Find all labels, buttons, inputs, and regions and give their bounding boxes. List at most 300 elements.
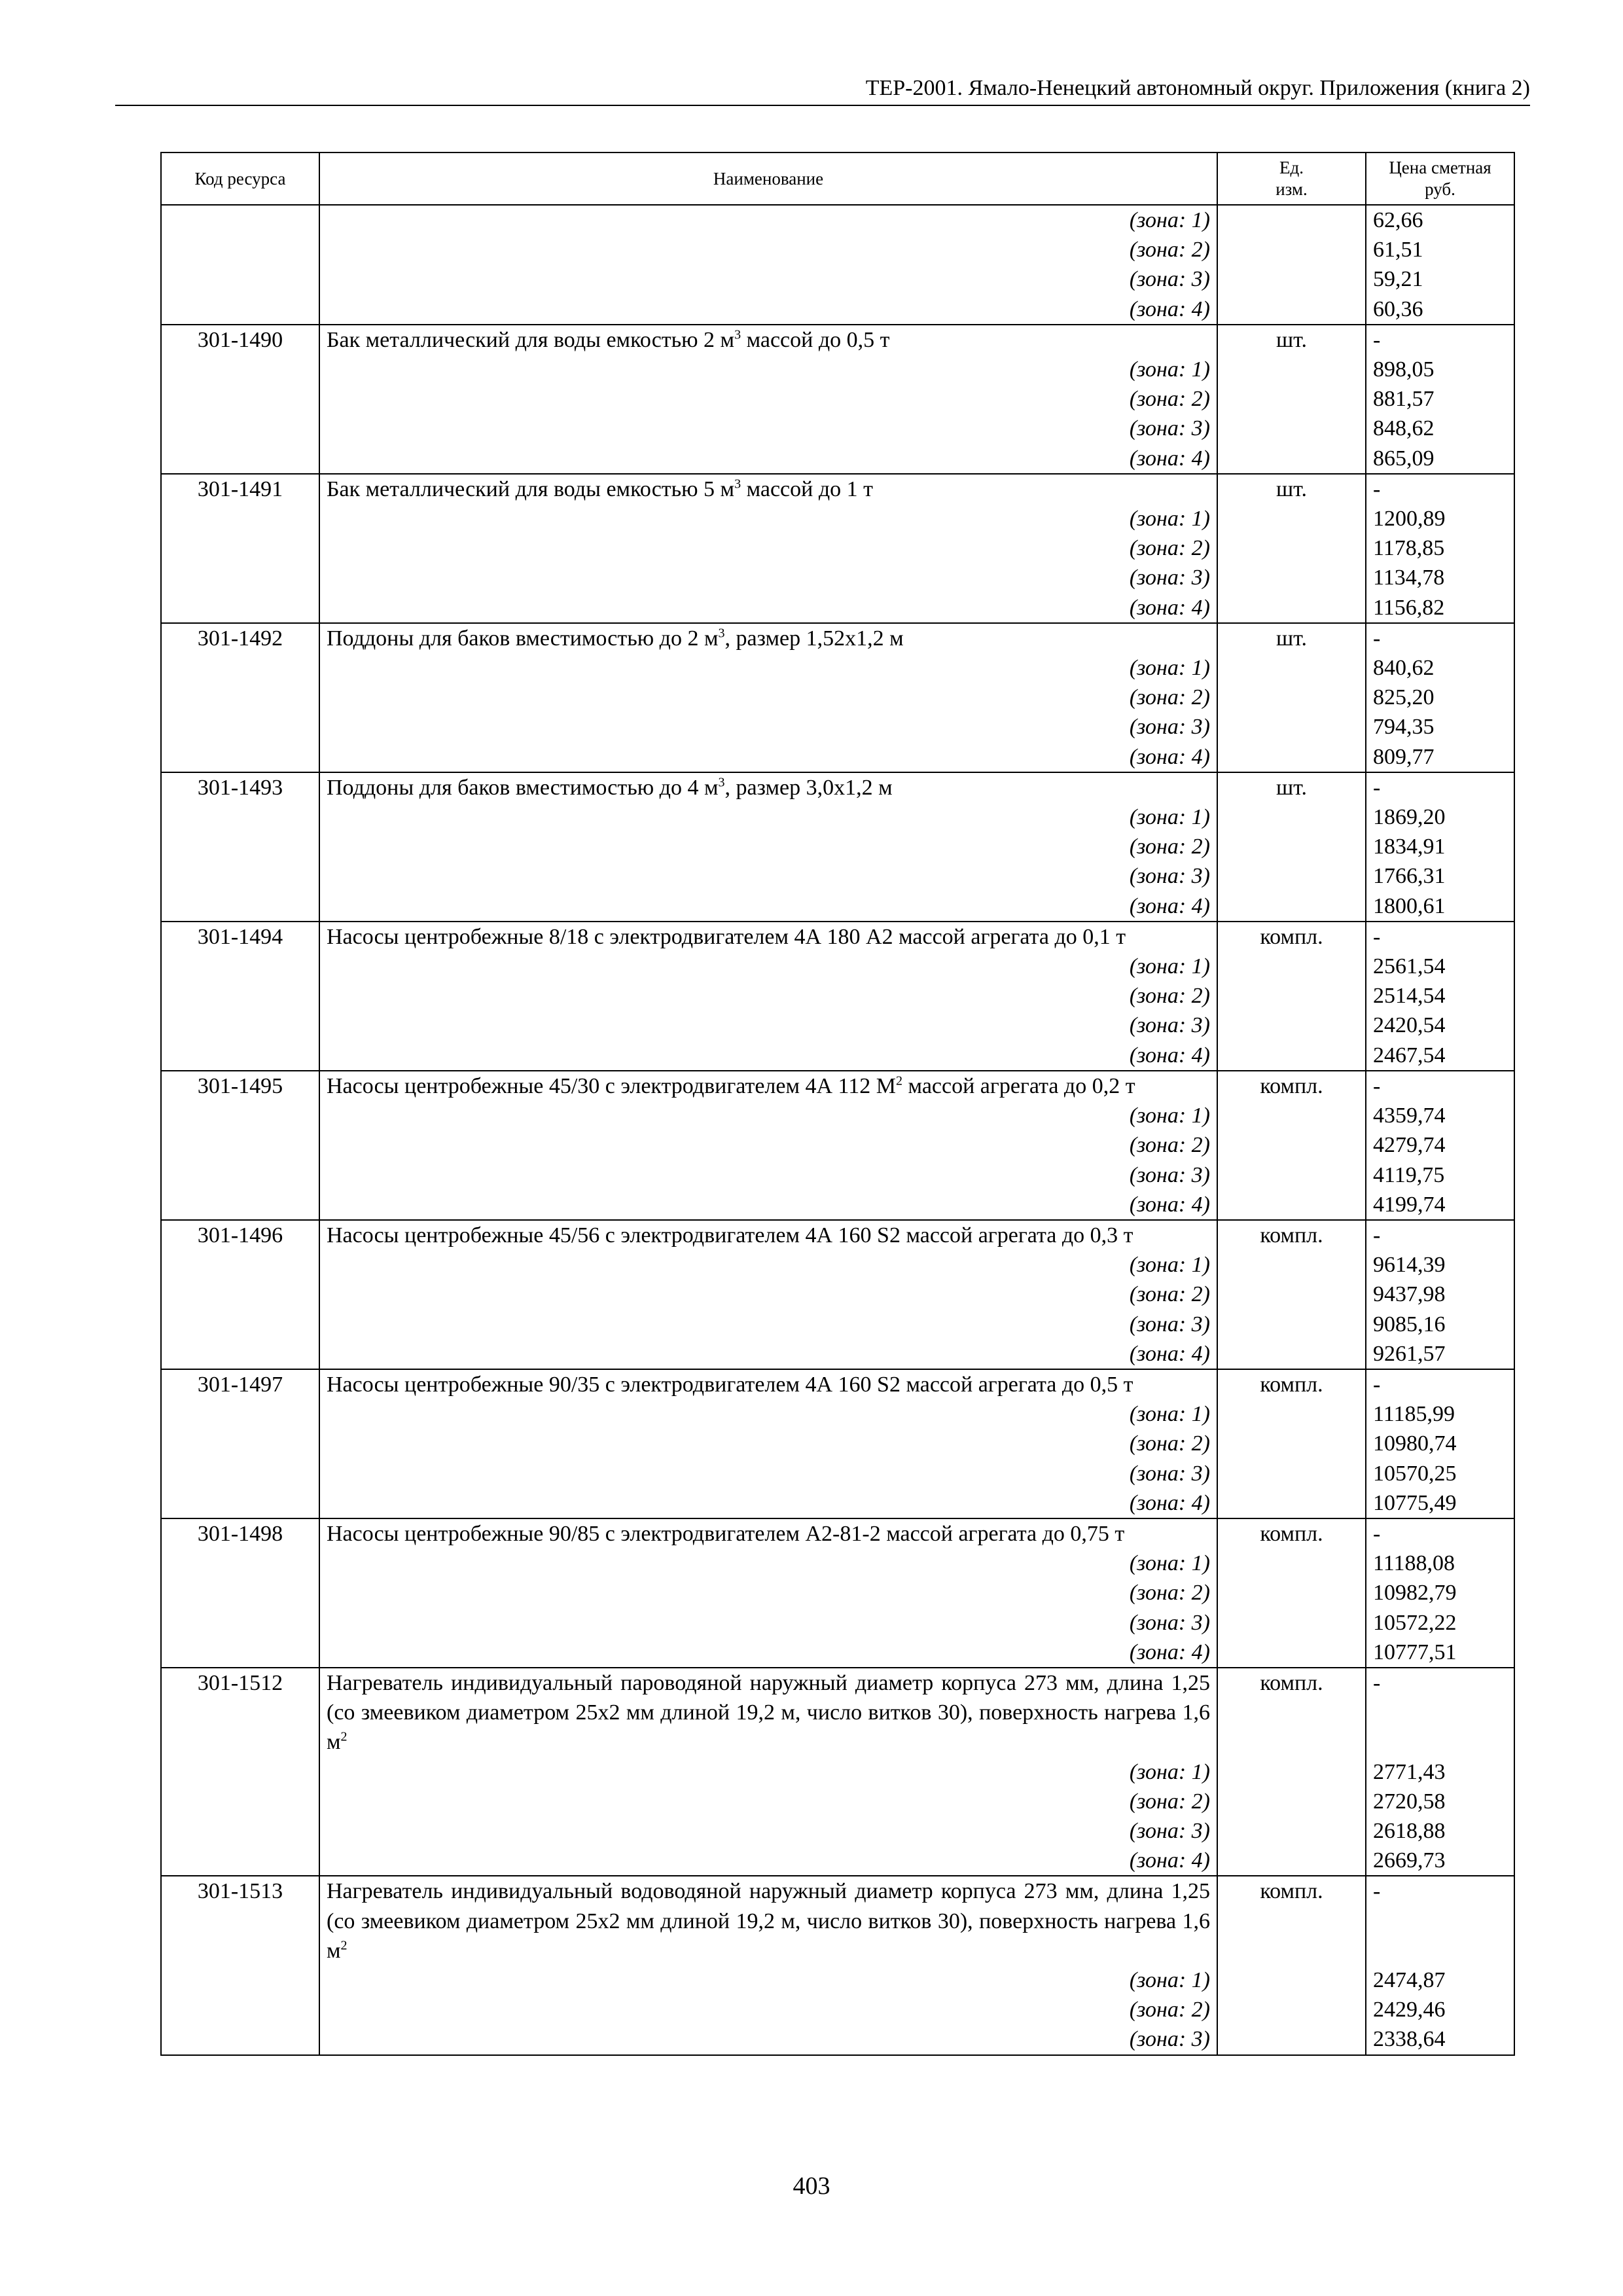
unit-cell (1217, 1310, 1366, 1339)
resource-name-text: , размер 3,0х1,2 м (724, 775, 893, 800)
resource-name (319, 474, 1217, 504)
resource-price: - (1366, 1220, 1514, 1250)
code-cell (161, 1101, 319, 1130)
zone-row (161, 1816, 1514, 1846)
zone-row (161, 205, 1514, 235)
unit-cell (1217, 1429, 1366, 1458)
resource-code: 301-1498 (161, 1518, 319, 1549)
unit-cell (1217, 1399, 1366, 1429)
zone-row (161, 1310, 1514, 1339)
code-cell (161, 264, 319, 294)
code-cell (161, 384, 319, 414)
zone-row (161, 742, 1514, 772)
resource-price: - (1366, 1369, 1514, 1399)
resource-name (319, 1518, 1217, 1549)
zone-label: (зона: 4) (319, 891, 1217, 922)
column-header-unit: Ед. изм. (1217, 152, 1366, 205)
zone-price: 2618,88 (1366, 1816, 1514, 1846)
zone-label: (зона: 4) (319, 444, 1217, 474)
code-cell (161, 1488, 319, 1518)
superscript: 2 (340, 1730, 348, 1745)
zone-label: (зона: 4) (319, 742, 1217, 772)
zone-row (161, 1339, 1514, 1369)
resource-unit: компл. (1217, 1071, 1366, 1101)
zone-price: 2720,58 (1366, 1787, 1514, 1816)
zone-label: (зона: 2) (319, 1787, 1217, 1816)
zone-label: (зона: 1) (319, 205, 1217, 235)
zone-label: (зона: 1) (319, 653, 1217, 683)
resource-code: 301-1493 (161, 772, 319, 802)
zone-price: 2467,54 (1366, 1041, 1514, 1071)
code-cell (161, 1190, 319, 1220)
resource-row (161, 772, 1514, 802)
zone-row (161, 1995, 1514, 2024)
zone-price: 2420,54 (1366, 1011, 1514, 1040)
superscript: 3 (718, 626, 725, 641)
resource-price: - (1366, 1518, 1514, 1549)
table-body (161, 205, 1514, 2055)
zone-row (161, 861, 1514, 891)
zone-label: (зона: 4) (319, 1190, 1217, 1220)
zone-price: 2561,54 (1366, 952, 1514, 981)
zone-price: 898,05 (1366, 355, 1514, 384)
unit-cell (1217, 1965, 1366, 1995)
code-cell (161, 355, 319, 384)
unit-cell (1217, 1757, 1366, 1787)
zone-label: (зона: 1) (319, 1965, 1217, 1995)
zone-row (161, 1190, 1514, 1220)
zone-price: 9085,16 (1366, 1310, 1514, 1339)
resource-name-text: Поддоны для баков вместимостью до 4 м (327, 775, 719, 800)
unit-cell (1217, 355, 1366, 384)
zone-row (161, 1250, 1514, 1280)
code-cell (161, 1816, 319, 1846)
code-cell (161, 1965, 319, 1995)
zone-label: (зона: 1) (319, 1549, 1217, 1578)
resource-row (161, 1668, 1514, 1757)
resource-row (161, 1518, 1514, 1549)
zone-row (161, 1429, 1514, 1458)
resource-row (161, 623, 1514, 653)
zone-row (161, 1638, 1514, 1668)
zone-price: 10777,51 (1366, 1638, 1514, 1668)
zone-price: 9261,57 (1366, 1339, 1514, 1369)
zone-price: 2474,87 (1366, 1965, 1514, 1995)
resource-price: - (1366, 1071, 1514, 1101)
resource-name-text: Нагреватель индивидуальный пароводяной наружный диаметр корпуса 273 мм, длина 1,25 (со змеевиком диаметром 25х2 мм длиной 19,2 м, число витков 30), поверхность нагрева 1,6 м (327, 1670, 1210, 1755)
superscript: 2 (896, 1073, 903, 1088)
code-cell (161, 1429, 319, 1458)
resource-row (161, 922, 1514, 952)
code-cell (161, 1757, 319, 1787)
zone-row (161, 952, 1514, 981)
resource-name-text: Нагреватель индивидуальный водоводяной наружный диаметр корпуса 273 мм, длина 1,25 (со змеевиком диаметром 25х2 мм длиной 19,2 м, число витков 30), поверхность нагрева 1,6 м (327, 1879, 1210, 1963)
zone-label: (зона: 2) (319, 1280, 1217, 1309)
resource-name-text: Бак металлический для воды емкостью 5 м (327, 476, 735, 501)
resource-code: 301-1490 (161, 325, 319, 355)
zone-row (161, 414, 1514, 443)
code-cell (161, 235, 319, 264)
code-cell (161, 1608, 319, 1638)
zone-label: (зона: 2) (319, 235, 1217, 264)
resource-row (161, 1220, 1514, 1250)
zone-price: 2429,46 (1366, 1995, 1514, 2024)
zone-row (161, 1101, 1514, 1130)
zone-price: 4199,74 (1366, 1190, 1514, 1220)
resource-row (161, 1876, 1514, 1965)
resource-name (319, 1369, 1217, 1399)
unit-cell (1217, 802, 1366, 832)
unit-cell (1217, 742, 1366, 772)
zone-label: (зона: 4) (319, 1339, 1217, 1369)
zone-row (161, 981, 1514, 1011)
code-cell (161, 1846, 319, 1876)
superscript: 3 (734, 327, 741, 342)
zone-label: (зона: 1) (319, 355, 1217, 384)
resource-name (319, 1876, 1217, 1965)
code-cell (161, 1399, 319, 1429)
code-cell (161, 205, 319, 235)
unit-cell (1217, 712, 1366, 742)
zone-row (161, 1130, 1514, 1160)
code-cell (161, 1160, 319, 1190)
resource-price: - (1366, 623, 1514, 653)
resource-price: - (1366, 1876, 1514, 1965)
zone-label: (зона: 2) (319, 1130, 1217, 1160)
resource-name (319, 623, 1217, 653)
unit-cell (1217, 1160, 1366, 1190)
column-header-price: Цена сметная руб. (1366, 152, 1514, 205)
zone-row (161, 1965, 1514, 1995)
resource-code: 301-1497 (161, 1369, 319, 1399)
zone-label: (зона: 3) (319, 712, 1217, 742)
zone-price: 794,35 (1366, 712, 1514, 742)
zone-label: (зона: 3) (319, 414, 1217, 443)
code-cell (161, 832, 319, 861)
zone-label: (зона: 1) (319, 1399, 1217, 1429)
zone-row (161, 2024, 1514, 2054)
unit-cell (1217, 861, 1366, 891)
unit-cell (1217, 1250, 1366, 1280)
resource-name (319, 325, 1217, 355)
unit-cell (1217, 414, 1366, 443)
resource-name (319, 1668, 1217, 1757)
code-cell (161, 1011, 319, 1040)
zone-row (161, 1011, 1514, 1040)
resource-unit: компл. (1217, 1518, 1366, 1549)
unit-cell (1217, 952, 1366, 981)
zone-label: (зона: 2) (319, 533, 1217, 563)
unit-cell (1217, 295, 1366, 325)
zone-price: 11185,99 (1366, 1399, 1514, 1429)
zone-price: 1834,91 (1366, 832, 1514, 861)
code-cell (161, 1638, 319, 1668)
zone-row (161, 563, 1514, 592)
zone-row (161, 264, 1514, 294)
zone-label: (зона: 2) (319, 981, 1217, 1011)
zone-row (161, 295, 1514, 325)
superscript: 3 (718, 775, 725, 790)
resource-name-text: Насосы центробежные 45/30 с электродвигателем 4А 112 М (327, 1073, 897, 1098)
zone-label: (зона: 3) (319, 1310, 1217, 1339)
resource-unit: шт. (1217, 474, 1366, 504)
code-cell (161, 533, 319, 563)
zone-row (161, 355, 1514, 384)
unit-cell (1217, 384, 1366, 414)
resource-unit: компл. (1217, 1369, 1366, 1399)
code-cell (161, 952, 319, 981)
resource-code: 301-1494 (161, 922, 319, 952)
zone-row (161, 653, 1514, 683)
zone-label: (зона: 3) (319, 1011, 1217, 1040)
code-cell (161, 802, 319, 832)
zone-row (161, 712, 1514, 742)
code-cell (161, 981, 319, 1011)
zone-label: (зона: 1) (319, 1250, 1217, 1280)
resource-name (319, 1071, 1217, 1101)
zone-price: 1869,20 (1366, 802, 1514, 832)
code-cell (161, 593, 319, 623)
unit-cell (1217, 1608, 1366, 1638)
resource-code: 301-1495 (161, 1071, 319, 1101)
zone-price: 848,62 (1366, 414, 1514, 443)
zone-price: 2514,54 (1366, 981, 1514, 1011)
unit-cell (1217, 504, 1366, 533)
unit-cell (1217, 1787, 1366, 1816)
code-cell (161, 504, 319, 533)
unit-cell (1217, 264, 1366, 294)
column-header-name: Наименование (319, 152, 1217, 205)
unit-cell (1217, 1101, 1366, 1130)
zone-price: 1156,82 (1366, 593, 1514, 623)
zone-label: (зона: 3) (319, 264, 1217, 294)
zone-row (161, 1041, 1514, 1071)
unit-cell (1217, 205, 1366, 235)
zone-label: (зона: 4) (319, 295, 1217, 325)
zone-label: (зона: 3) (319, 1459, 1217, 1488)
unit-cell (1217, 1011, 1366, 1040)
zone-row (161, 1608, 1514, 1638)
zone-label: (зона: 2) (319, 832, 1217, 861)
zone-label: (зона: 4) (319, 1638, 1217, 1668)
code-cell (161, 891, 319, 922)
unit-cell (1217, 683, 1366, 712)
running-header-text: ТЕР-2001. Ямало-Ненецкий автономный округ. Приложения (книга 2) (865, 76, 1530, 100)
zone-label: (зона: 1) (319, 1101, 1217, 1130)
zone-price: 10572,22 (1366, 1608, 1514, 1638)
zone-row (161, 444, 1514, 474)
resource-code: 301-1491 (161, 474, 319, 504)
superscript: 3 (734, 476, 741, 492)
zone-label: (зона: 1) (319, 952, 1217, 981)
resource-row (161, 325, 1514, 355)
unit-cell (1217, 653, 1366, 683)
zone-label: (зона: 3) (319, 1608, 1217, 1638)
zone-label: (зона: 1) (319, 1757, 1217, 1787)
unit-cell (1217, 1130, 1366, 1160)
zone-label: (зона: 4) (319, 1846, 1217, 1876)
resource-price: - (1366, 922, 1514, 952)
resource-unit: компл. (1217, 922, 1366, 952)
unit-cell (1217, 1816, 1366, 1846)
resource-name-text: Насосы центробежные 90/35 с электродвигателем 4А 160 S2 массой агрегата до 0,5 т (327, 1372, 1133, 1397)
zone-label: (зона: 3) (319, 1816, 1217, 1846)
zone-price: 4359,74 (1366, 1101, 1514, 1130)
resource-price: - (1366, 772, 1514, 802)
code-cell (161, 1041, 319, 1071)
zone-label: (зона: 1) (319, 802, 1217, 832)
unit-cell (1217, 444, 1366, 474)
resource-name (319, 922, 1217, 952)
resource-unit: шт. (1217, 772, 1366, 802)
resource-code: 301-1492 (161, 623, 319, 653)
unit-cell (1217, 1041, 1366, 1071)
code-cell (161, 742, 319, 772)
resource-name-text: Насосы центробежные 90/85 с электродвигателем А2-81-2 массой агрегата до 0,75 т (327, 1521, 1125, 1546)
zone-price: 840,62 (1366, 653, 1514, 683)
zone-label: (зона: 1) (319, 504, 1217, 533)
unit-cell (1217, 533, 1366, 563)
resource-unit: шт. (1217, 325, 1366, 355)
unit-cell (1217, 1549, 1366, 1578)
page-number: 403 (793, 2172, 830, 2200)
zone-label: (зона: 2) (319, 1995, 1217, 2024)
zone-price: 825,20 (1366, 683, 1514, 712)
resource-code: 301-1496 (161, 1220, 319, 1250)
code-cell (161, 1250, 319, 1280)
zone-price: 865,09 (1366, 444, 1514, 474)
unit-cell (1217, 1995, 1366, 2024)
resource-name-text: Насосы центробежные 45/56 с электродвигателем 4А 160 S2 массой агрегата до 0,3 т (327, 1223, 1133, 1247)
zone-label: (зона: 3) (319, 861, 1217, 891)
code-cell (161, 1578, 319, 1607)
resource-name-text: Поддоны для баков вместимостью до 2 м (327, 626, 719, 651)
code-cell (161, 2024, 319, 2054)
zone-label: (зона: 3) (319, 2024, 1217, 2054)
code-cell (161, 653, 319, 683)
zone-price: 10775,49 (1366, 1488, 1514, 1518)
zone-price: 10982,79 (1366, 1578, 1514, 1607)
unit-cell (1217, 1280, 1366, 1309)
zone-price: 2338,64 (1366, 2024, 1514, 2054)
resource-price: - (1366, 474, 1514, 504)
zone-price: 1134,78 (1366, 563, 1514, 592)
zone-price: 881,57 (1366, 384, 1514, 414)
zone-price: 1800,61 (1366, 891, 1514, 922)
unit-cell (1217, 2024, 1366, 2054)
code-cell (161, 1995, 319, 2024)
resource-unit: компл. (1217, 1220, 1366, 1250)
zone-price: 4119,75 (1366, 1160, 1514, 1190)
zone-price: 2669,73 (1366, 1846, 1514, 1876)
zone-row (161, 235, 1514, 264)
unit-cell (1217, 1190, 1366, 1220)
zone-price: 11188,08 (1366, 1549, 1514, 1578)
zone-row (161, 832, 1514, 861)
zone-row (161, 1459, 1514, 1488)
zone-label: (зона: 4) (319, 1041, 1217, 1071)
zone-price: 61,51 (1366, 235, 1514, 264)
zone-row (161, 683, 1514, 712)
zone-label: (зона: 2) (319, 1429, 1217, 1458)
unit-cell (1217, 1488, 1366, 1518)
unit-cell (1217, 1339, 1366, 1369)
zone-price: 60,36 (1366, 295, 1514, 325)
unit-cell (1217, 235, 1366, 264)
code-cell (161, 414, 319, 443)
resource-name-text: , размер 1,52х1,2 м (724, 626, 904, 651)
unit-cell (1217, 832, 1366, 861)
resource-price: - (1366, 1668, 1514, 1757)
zone-row (161, 891, 1514, 922)
zone-row (161, 1787, 1514, 1816)
zone-price: 809,77 (1366, 742, 1514, 772)
resource-code: 301-1512 (161, 1668, 319, 1757)
code-cell (161, 295, 319, 325)
zone-price: 62,66 (1366, 205, 1514, 235)
unit-cell (1217, 593, 1366, 623)
zone-price: 9614,39 (1366, 1250, 1514, 1280)
resource-row (161, 1071, 1514, 1101)
code-cell (161, 1280, 319, 1309)
resource-row (161, 474, 1514, 504)
code-cell (161, 1339, 319, 1369)
zone-row (161, 1757, 1514, 1787)
resource-name (319, 772, 1217, 802)
resource-unit: шт. (1217, 623, 1366, 653)
price-table (160, 152, 1515, 2056)
code-cell (161, 563, 319, 592)
resource-unit: компл. (1217, 1668, 1366, 1757)
zone-row (161, 802, 1514, 832)
unit-cell (1217, 563, 1366, 592)
zone-price: 10570,25 (1366, 1459, 1514, 1488)
zone-row (161, 593, 1514, 623)
zone-row (161, 1280, 1514, 1309)
resource-price: - (1366, 325, 1514, 355)
zone-price: 59,21 (1366, 264, 1514, 294)
code-cell (161, 861, 319, 891)
code-cell (161, 1130, 319, 1160)
unit-cell (1217, 1638, 1366, 1668)
unit-cell (1217, 1459, 1366, 1488)
zone-label: (зона: 3) (319, 563, 1217, 592)
zone-row (161, 1488, 1514, 1518)
code-cell (161, 1549, 319, 1578)
zone-label: (зона: 3) (319, 1160, 1217, 1190)
code-cell (161, 683, 319, 712)
unit-cell (1217, 1578, 1366, 1607)
resource-name-text: Насосы центробежные 8/18 с электродвигателем 4А 180 А2 массой агрегата до 0,1 т (327, 924, 1126, 949)
zone-row (161, 504, 1514, 533)
superscript: 2 (340, 1938, 348, 1953)
resource-code: 301-1513 (161, 1876, 319, 1965)
zone-label: (зона: 2) (319, 1578, 1217, 1607)
zone-label: (зона: 2) (319, 384, 1217, 414)
resource-name-text: массой агрегата до 0,2 т (902, 1073, 1135, 1098)
zone-price: 1178,85 (1366, 533, 1514, 563)
zone-label: (зона: 2) (319, 683, 1217, 712)
code-cell (161, 1459, 319, 1488)
running-header (115, 71, 1530, 106)
code-cell (161, 1310, 319, 1339)
zone-row (161, 1160, 1514, 1190)
zone-row (161, 1549, 1514, 1578)
zone-price: 2771,43 (1366, 1757, 1514, 1787)
code-cell (161, 712, 319, 742)
unit-cell (1217, 981, 1366, 1011)
unit-cell (1217, 891, 1366, 922)
